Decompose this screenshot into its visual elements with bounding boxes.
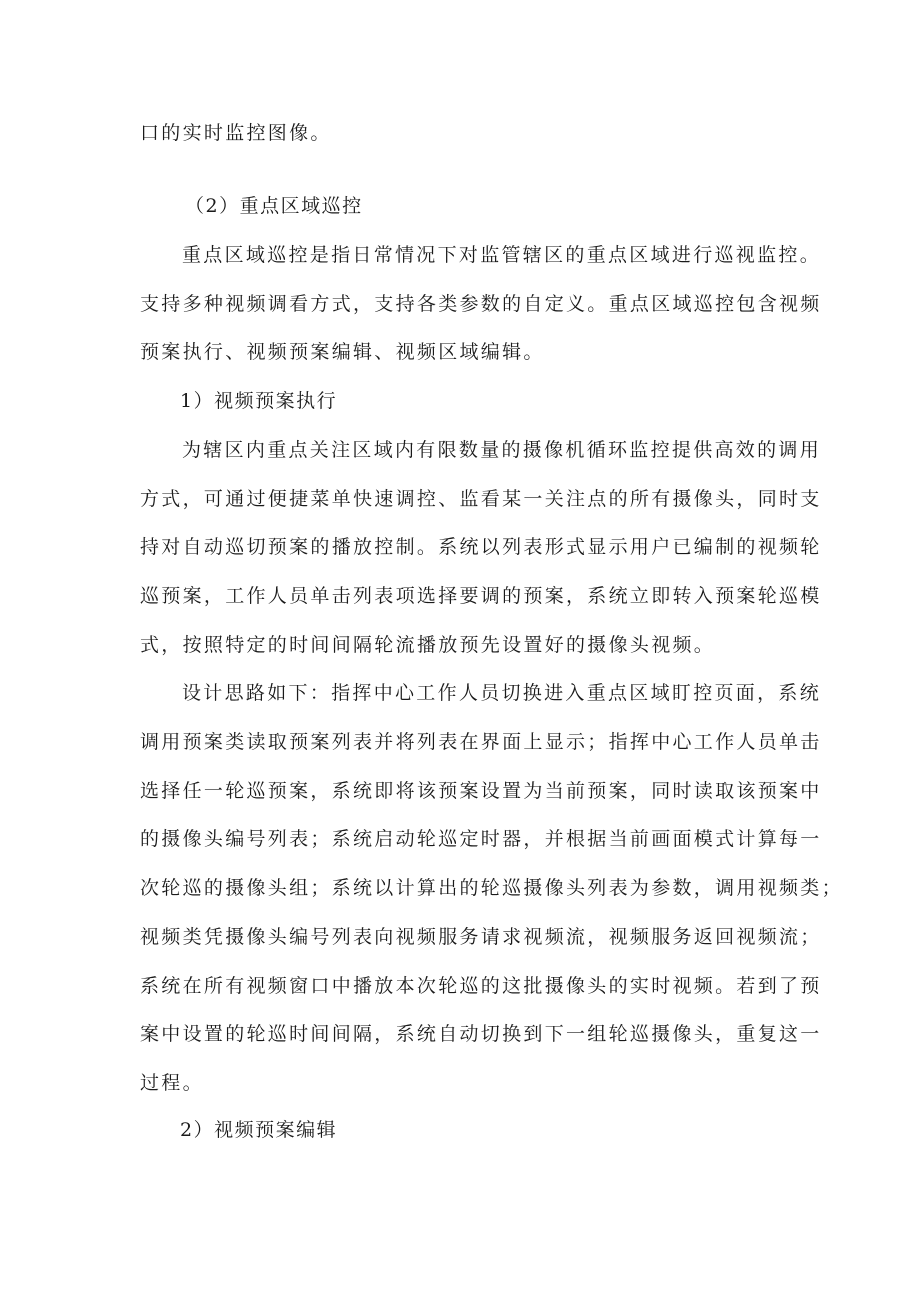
paragraph-2-line-8: 案中设置的轮巡时间间隔，系统自动切换到下一组轮巡摄像头，重复这一	[140, 1023, 822, 1045]
intro-paragraph-line-1: 重点区域巡控是指日常情况下对监管辖区的重点区域进行巡视监控。	[182, 244, 822, 266]
paragraph-1-line-5: 式，按照特定的时间间隔轮流播放预先设置好的摄像头视频。	[140, 634, 716, 656]
intro-paragraph-line-3: 预案执行、视频预案编辑、视频区域编辑。	[140, 341, 545, 363]
continuation-text: 口的实时监控图像。	[140, 122, 332, 144]
paragraph-1-line-3: 持对自动巡切预案的播放控制。系统以列表形式显示用户已编制的视频轮	[140, 536, 822, 558]
paragraph-1-line-1: 为辖区内重点关注区域内有限数量的摄像机循环监控提供高效的调用	[182, 439, 822, 461]
paragraph-2-line-5: 次轮巡的摄像头组；系统以计算出的轮巡摄像头列表为参数，调用视频类；	[140, 877, 843, 899]
paragraph-2-line-4: 的摄像头编号列表；系统启动轮巡定时器，并根据当前画面模式计算每一	[140, 828, 822, 850]
paragraph-2-line-6: 视频类凭摄像头编号列表向视频服务请求视频流，视频服务返回视频流；	[140, 926, 822, 948]
paragraph-1-line-2: 方式，可通过便捷菜单快速调控、监看某一关注点的所有摄像头，同时支	[140, 488, 822, 510]
paragraph-2-line-7: 系统在所有视频窗口中播放本次轮巡的这批摄像头的实时视频。若到了预	[140, 975, 822, 997]
subheading-plan-execution: 1）视频预案执行	[180, 390, 338, 412]
paragraph-2-line-3: 选择任一轮巡预案，系统即将该预案设置为当前预案，同时读取该预案中	[140, 780, 822, 802]
paragraph-2-line-9: 过程。	[140, 1072, 204, 1094]
section-heading: （2）重点区域巡控	[185, 195, 363, 217]
paragraph-2-line-1: 设计思路如下：指挥中心工作人员切换进入重点区域盯控页面，系统	[182, 682, 822, 704]
paragraph-1-line-4: 巡预案，工作人员单击列表项选择要调的预案，系统立即转入预案轮巡模	[140, 585, 822, 607]
paragraph-2-line-2: 调用预案类读取预案列表并将列表在界面上显示；指挥中心工作人员单击	[140, 731, 822, 753]
subheading-plan-editing: 2）视频预案编辑	[180, 1119, 338, 1141]
intro-paragraph-line-2: 支持多种视频调看方式，支持各类参数的自定义。重点区域巡控包含视频	[140, 293, 822, 315]
